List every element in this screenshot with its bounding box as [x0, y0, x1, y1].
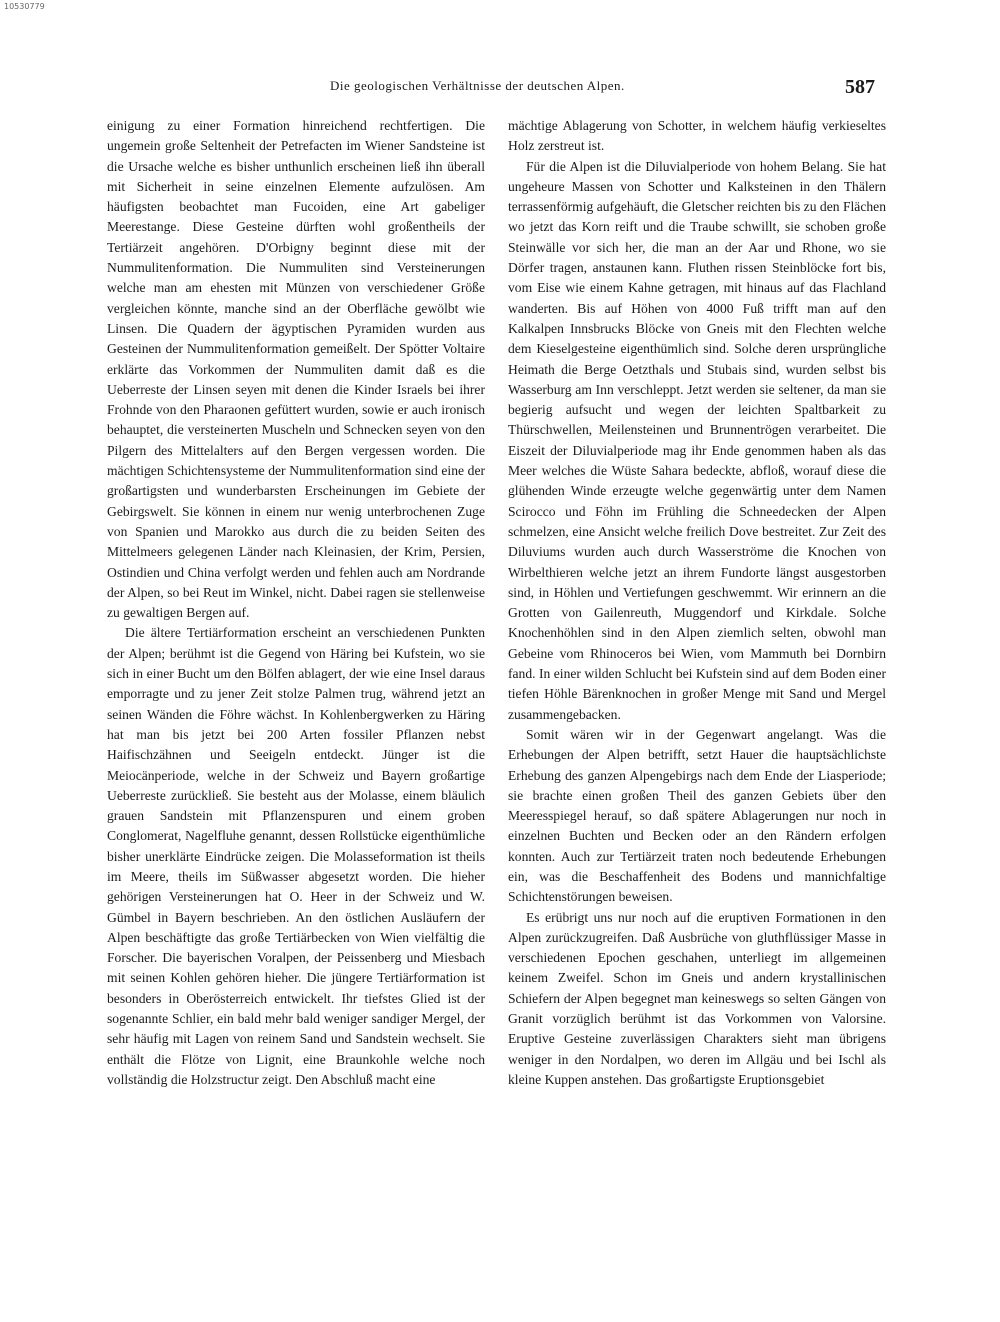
paragraph: mächtige Ablagerung von Schotter, in welchem häufig verkieseltes Holz zerstreut ist.	[508, 118, 886, 154]
running-head	[0, 76, 1000, 100]
scan-id: 10530779	[4, 2, 45, 11]
page-number: 587	[845, 76, 875, 98]
paragraph: Für die Alpen ist die Diluvialperiode von hohem Belang. Sie hat ungeheure Massen von Schotter und Kalksteinen in den Thälern terrassenförmig aufgehäuft, die Gletscher reichten bis zu den Flächen wo jetzt das Korn reift und die Traube schwillt, sie schoben große Steinwälle vor sich her, die man an der Aar und Rhone, wo sie Dörfer tragen, anstaunen kann. Fluthen rissen Steinblöcke fort bis, vom Eise wie einem Kahne getragen, mit hinaus auf das Flachland wanderten. Bis auf Höhen von 4000 Fuß trifft man auf den Kalkalpen Innsbrucks Blöcke von Gneis mit den Flechten welche dem Kieselgesteine eigenthümlich sind. Solche deren ursprüngliche Heimath die Berge Oetzthals und Stubais sind, wurden selbst bis Wasserburg am Inn verschleppt. Jetzt werden sie seltener, da man sie begierig aufsucht und wegen der leichten Spaltbarkeit zu Thürschwellen, Meilensteinen und Brunnentrögen verarbeitet. Die Eiszeit der Diluvialperiode mag ihr Ende genommen haben als das Meer welches die Wüste Sahara bedeckte, abfloß, worauf diese die glühenden Winde erzeugte welche gegenwärtig unter dem Namen Scirocco und Föhn im Frühling die Schneedecken der Alpen schmelzen, eine Ansicht welche freilich Dove bestreitet. Zur Zeit des Diluviums wurden auch durch Wasserströme die Knochen von Wirbelthieren welche jetzt an ihrem Fundorte längst ausgestorben sind, in Höhlen und Vertiefungen geschwemmt. Wir erinnern an die Grotten von Gailenreuth, Muggendorf und Kirkdale. Solche Knochenhöhlen sind in den Alpen ziemlich selten, obwohl man Gebeine vom Rhinoceros bei Wien, vom Mammuth bei Dornbirn fand. In einer wilden Schlucht bei Kufstein sind auf dem Boden einer tiefen Höhle Bärenknochen in großer Menge mit Sand und Mergel zusammengebacken.	[508, 158, 886, 722]
column-gutter	[495, 116, 496, 1236]
left-column	[107, 116, 485, 1236]
paragraph: Die ältere Tertiärformation erscheint an verschiedenen Punkten der Alpen; berühmt ist die Gegend von Häring bei Kufstein, wo sie sich in einer Bucht um den Bölfen ablagert, der wie eine Insel daraus emporragte und zu jener Zeit stolze Palmen trug, während jetzt an seinen Wänden die Föhre wächst. In Kohlenbergwerken zu Häring hat man bis jetzt bei 200 Arten fossiler Pflanzen nebst Haifischzähnen und Seeigeln entdeckt. Jünger ist die Meiocänperiode, welche in der Schweiz und Bayern großartige Ueberreste zurückließ. Sie besteht aus der Molasse, einem bläulich grauen Sandstein mit Pflanzenspuren und einem groben Conglomerat, Nagelfluhe genannt, dessen Rollstücke eigenthümliche bisher unerklärte Eindrücke zeigen. Die Molasseformation ist theils im Meere, theils im Süßwasser abgesetzt worden. Die hieher gehörigen Versteinerungen hat O. Heer in der Schweiz und W. Gümbel in Bayern beschrieben. An den östlichen Ausläufern der Alpen beschäftigte das große Tertiärbecken von Wien vielfältig die Forscher. Die bayerischen Voralpen, der Peissenberg und Miesbach mit seinen Kohlen gehören hieher. Die jüngere Tertiärformation ist besonders in Oberösterreich entwickelt. Ihr tiefstes Glied ist der sogenannte Schlier, ein bald mehr bald weniger sandiger Mergel, der sehr häufig mit Lagen von reinem Sand und Sandstein wechselt. Sie enthält die Flötze von Lignit, eine Braunkohle welche noch vollständig die Holzstructur zeigt. Den Abschluß macht eine	[107, 625, 485, 1087]
right-column	[508, 116, 886, 1236]
paragraph: Somit wären wir in der Gegenwart angelangt. Was die Erhebungen der Alpen betrifft, setzt Hauer die hauptsächlichste Erhebung des ganzen Alpengebirgs nach dem Ende der Liasperiode; sie brachte einen großen Theil des ganzen Gebiets über den Meeresspiegel herauf, so daß spätere Ablagerungen nur noch in einzelnen Buchten und Becken oder an den Rändern erfolgen konnten. Auch zur Tertiärzeit traten noch bedeutende Erhebungen ein, was die Beschaffenheit des Bodens und mannichfaltige Schichtenstörungen beweisen.	[508, 726, 886, 905]
paragraph: Es erübrigt uns nur noch auf die eruptiven Formationen in den Alpen zurückzugreifen. Daß Ausbrüche von gluthflüssiger Masse in verschiedenen Epochen geschahen, unterliegt im allgemeinen keinem Zweifel. Schon im Gneis und andern krystallinischen Schiefern der Alpen begegnet man keineswegs so selten Gängen von Granit vorzüglich berühmt ist das Vorkommen von Valorsine. Eruptive Gesteine zuverlässigen Charakters sieht man übrigens weniger in den Nordalpen, wo deren im Allgäu und bei Ischl als kleine Kuppen anstehen. Das großartigste Eruptionsgebiet	[508, 909, 886, 1087]
running-title: Die geologischen Verhältnisse der deutschen Alpen.	[330, 78, 625, 93]
paragraph: einigung zu einer Formation hinreichend rechtfertigen. Die ungemein große Seltenheit der Petrefacten im Wiener Sandsteine ist die Ursache welche es bisher unthunlich erscheinen ließ ihn überall mit Sicherheit in seine einzelnen Elemente aufzulösen. Am häufigsten beobachtet man Fucoiden, eine Art gabeliger Meerestange. Diese Gesteine dürften wohl großentheils der Tertiärzeit angehören. D'Orbigny beginnt diese mit der Nummulitenformation. Die Nummuliten sind Versteinerungen welche man am ehesten mit Münzen von verschiedener Größe vergleichen könnte, manche sind an der Oberfläche gewölbt wie Linsen. Die Quadern der ägyptischen Pyramiden wurden aus Gesteinen der Nummulitenformation gemeißelt. Der Spötter Voltaire erklärte das Vorkommen der Nummuliten damit daß es die Ueberreste der Linsen seyen mit denen die Kinder Israels bei ihrer Frohnde von den Pharaonen gefüttert wurden, sowie er auch ironisch behauptet, die versteinerten Muscheln und Schnecken seyen von den Pilgern des Mittelalters auf den Bergen vergessen worden. Die mächtigen Schichtensysteme der Nummulitenformation sind eine der großartigsten und wunderbarsten Erscheinungen im Gebiete der Gebirgswelt. Sie können in einem nur wenig unterbrochenen Zuge von Spanien und Marokko aus durch die zu beiden Seiten des Mittelmeers gelegenen Länder nach Kleinasien, der Krim, Persien, Ostindien und China verfolgt werden und fehlen auch am Nordrande der Alpen, so bei Reut im Winkel, nicht. Dabei ragen sie stellenweise zu gewaltigen Bergen auf.	[107, 118, 485, 621]
